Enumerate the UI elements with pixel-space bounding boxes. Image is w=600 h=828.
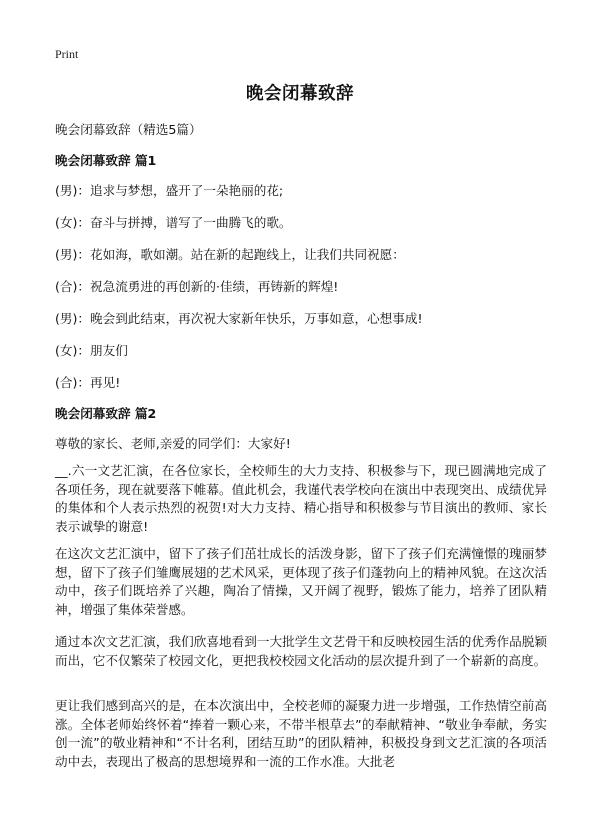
dialogue-line: (女)：奋斗与拼搏，谱写了一曲腾飞的歌。 xyxy=(55,215,292,230)
section-1-heading: 晚会闭幕致辞 篇1 xyxy=(55,153,157,168)
print-label: Print xyxy=(55,47,79,61)
dialogue-line: (女)：朋友们 xyxy=(55,343,128,358)
dialogue-line: (男)：晚会到此结束，再次祝大家新年快乐，万事如意，心想事成! xyxy=(55,311,423,326)
document-subtitle: 晚会闭幕致辞（精选5篇） xyxy=(55,122,202,137)
paragraph: 在这次文艺汇演中，留下了孩子们茁壮成长的活泼身影，留下了孩子们充满憧憬的瑰丽梦想，留下了孩子们雏鹰展翅的艺术风采，更体现了孩子们蓬勃向上的精神风貌。在这次活动中，孩子们既培养了兴趣，陶冶了情操，又开阔了视野，锻炼了能力，培养了团队精神，增强了集体荣誉感。 xyxy=(55,546,547,617)
dialogue-line: (男)：花如海，歌如潮。站在新的起跑线上，让我们共同祝愿： xyxy=(55,247,405,262)
dialogue-line: (男)：追求与梦想，盛开了一朵艳丽的花; xyxy=(55,183,284,198)
section-2-heading: 晚会闭幕致辞 篇2 xyxy=(55,406,157,421)
paragraph: __.六一文艺汇演，在各位家长，全校师生的大力支持、积极参与下，现已圆满地完成了各项任务，现在就要落下帷幕。值此机会，我谨代表学校向在演出中表现突出、成绩优异的集体和个人表示热烈的祝贺!对大力支持、精心指导和积极参与节目演出的教师、家长表示诚挚的谢意! xyxy=(55,463,547,534)
document-title: 晚会闭幕致辞 xyxy=(246,84,354,104)
dialogue-line: (合)：祝急流勇进的再创新的·佳绩，再铸新的辉煌! xyxy=(55,279,339,294)
section-2-greeting: 尊敬的家长、老师,亲爱的同学们：大家好! xyxy=(55,436,291,451)
dialogue-line: (合)：再见! xyxy=(55,375,121,390)
paragraph: 通过本次文艺汇演，我们欣喜地看到一大批学生文艺骨干和反映校园生活的优秀作品脱颖而出，它不仅繁荣了校园文化，更把我校校园文化活动的层次提升到了一个崭新的高度。 xyxy=(55,634,547,668)
paragraph: 更让我们感到高兴的是，在本次演出中，全校老师的凝聚力进一步增强，工作热情空前高涨。全体老师始终怀着“捧着一颗心来，不带半根草去”的奉献精神、“敬业争奉献，务实创一流”的敬业精神和“不计名利，团结互助”的团队精神，积极投身到文艺汇演的各项活动中去，表现出了极高的思想境界和一流的工作水准。大批老 xyxy=(55,698,547,769)
